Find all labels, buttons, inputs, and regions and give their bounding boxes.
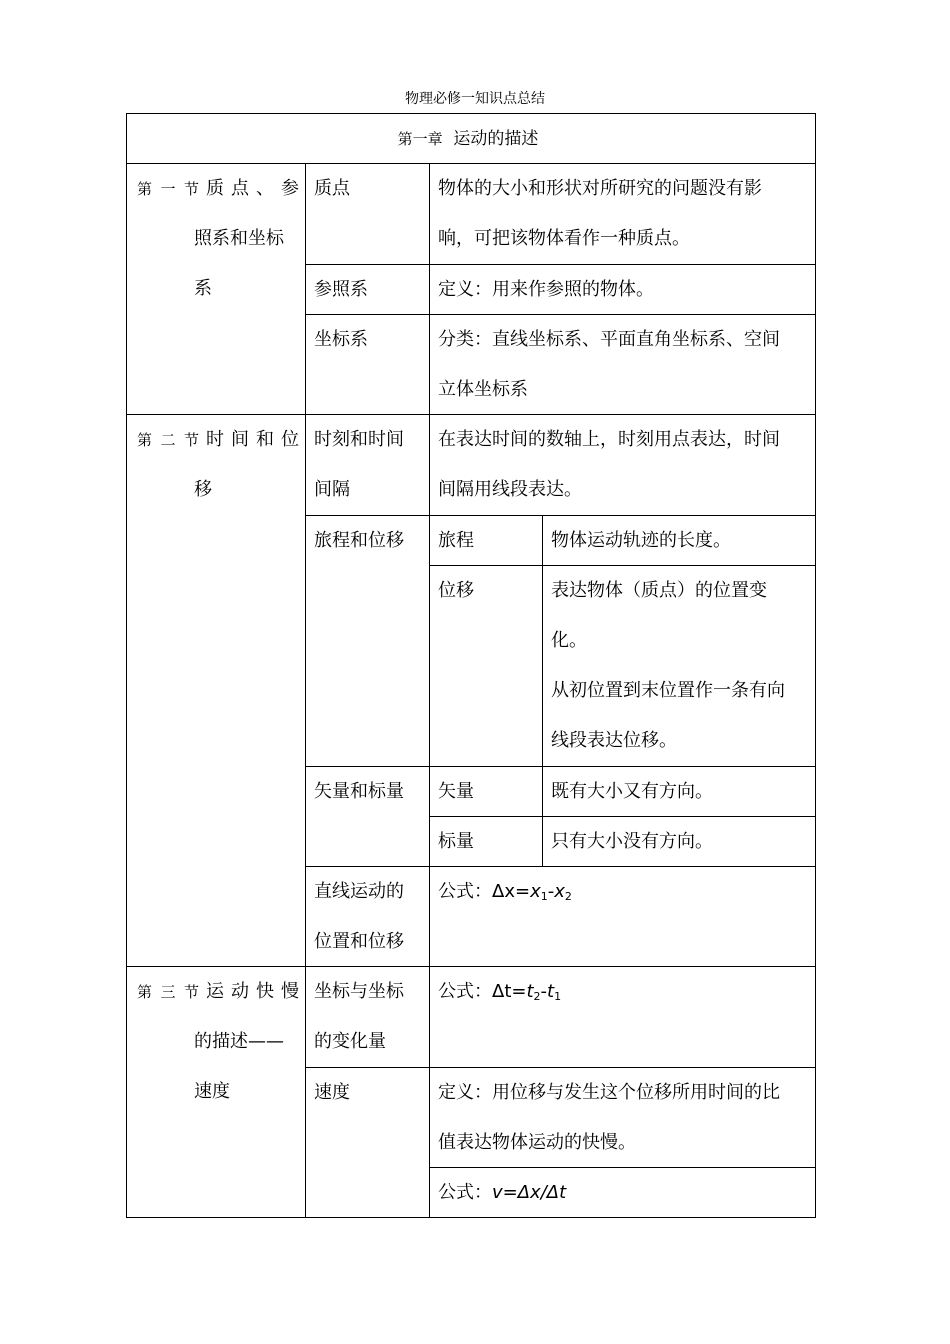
section-2-name-line-2: 移 [194,479,212,500]
section-2-number: 第二节 [137,431,199,449]
formula-displacement: 公式：$\Delta x=x_1-x_2$ [430,867,816,967]
formula-speed: 公式：v=Δx/Δt [430,1168,816,1218]
section-1-number: 第一节 [137,180,199,198]
chapter-header [126,113,816,164]
document-title: 物理必修一知识点总结 [405,91,545,107]
desc-particle: 物体的大小和形状对所研究的问题没有影 响，可把该物体看作一种质点。 [430,164,816,265]
term-reference-frame: 参照系 [306,265,430,315]
formula-time-change: 公式：$\Delta t=t_2-t_1$ [430,967,816,1068]
section-3-name-line-2: 的描述—— [194,1031,284,1052]
section-1-name [126,164,306,415]
term-coordinate-system: 坐标系 [306,315,430,415]
term-path-displacement: 旅程和位移 [306,516,430,767]
section-3-name [126,967,306,1218]
desc-speed-definition: 定义：用位移与发生这个位移所用时间的比 值表达物体运动的快慢。 [430,1068,816,1168]
desc-scalar: 只有大小没有方向。 [543,817,816,867]
desc-vector: 既有大小又有方向。 [543,767,816,817]
term-time-interval: 时刻和时间 间隔 [306,415,430,516]
term-distance: 旅程 [430,516,543,566]
section-3-name-line-1: 第三节运动快慢 [137,967,299,1017]
section-2-name [126,415,306,967]
section-1-name-line-2: 照系和坐标 [194,228,284,249]
term-linear-position: 直线运动的 位置和位移 [306,867,430,967]
desc-displacement: 表达物体（质点）的位置变 化。 从初位置到末位置作一条有向 线段表达位移。 [543,566,816,767]
section-2-name-line-1: 第二节时间和位 [137,415,299,465]
term-speed: 速度 [306,1068,430,1218]
desc-coordinate-system: 分类：直线坐标系、平面直角坐标系、空间 立体坐标系 [430,315,816,415]
section-1-name-line-1: 第一节质点、参 [137,164,299,214]
desc-time-interval: 在表达时间的数轴上，时刻用点表达，时间 间隔用线段表达。 [430,415,816,516]
desc-reference-frame: 定义：用来作参照的物体。 [430,265,816,315]
section-1-name-line-3: 系 [194,278,212,299]
section-3-number: 第三节 [137,983,199,1001]
desc-distance: 物体运动轨迹的长度。 [543,516,816,566]
section-3-name-line-3: 速度 [194,1081,230,1102]
chapter-title: 运动的描述 [453,129,539,149]
term-coordinate-change: 坐标与坐标 的变化量 [306,967,430,1068]
term-particle: 质点 [306,164,430,265]
term-vector-scalar: 矢量和标量 [306,767,430,867]
term-displacement: 位移 [430,566,543,767]
chapter-number: 第一章 [397,130,443,148]
term-vector: 矢量 [430,767,543,817]
term-scalar: 标量 [430,817,543,867]
